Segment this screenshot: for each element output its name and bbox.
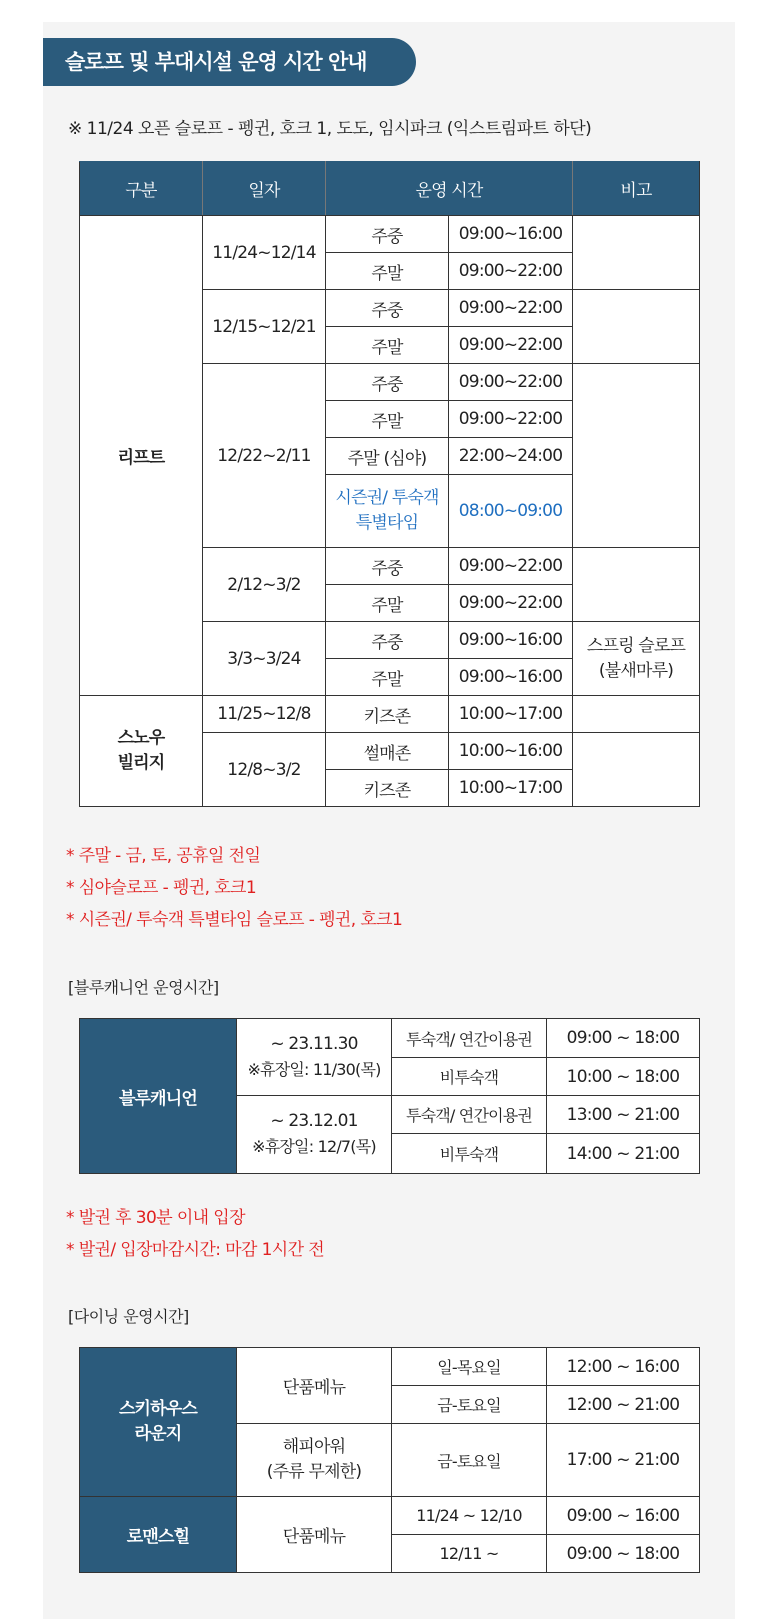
note-line: * 시즌권/ 투숙객 특별타임 슬로프 - 펭귄, 호크1 <box>66 910 403 930</box>
date-cell: 2/12~3/2 <box>203 548 326 622</box>
slope-notes <box>66 840 402 936</box>
blue-canyon-section-title: [블루캐니언 운영시간] <box>68 978 219 997</box>
remark-cell <box>573 290 700 364</box>
special-type-line2: 특별타임 <box>355 513 419 533</box>
day-type-cell: 주말 <box>326 659 449 696</box>
remark-cell <box>573 696 700 733</box>
page-title: 슬로프 및 부대시설 운영 시간 안내 <box>43 38 416 86</box>
date-cell: 12/15~12/21 <box>203 290 326 364</box>
happy-line1: 해피아워 <box>282 1437 346 1457</box>
happy-line2: (주류 무제한) <box>266 1462 362 1482</box>
day-type-cell: 주중 <box>326 622 449 659</box>
remark-line1: 스프링 슬로프 <box>586 635 686 656</box>
period-text: ~ 23.11.30 <box>270 1033 358 1054</box>
time-cell: 14:00 ~ 21:00 <box>547 1134 700 1174</box>
col-header-hours: 운영 시간 <box>326 162 573 216</box>
day-cell: 일-목요일 <box>392 1348 547 1386</box>
time-cell: 09:00~22:00 <box>449 290 573 327</box>
snow-label-line2: 빌리지 <box>117 753 165 773</box>
day-type-cell: 주말 <box>326 585 449 622</box>
note-line: * 주말 - 금, 토, 공휴일 전일 <box>66 846 261 866</box>
time-cell: 10:00~17:00 <box>449 696 573 733</box>
time-cell: 09:00 ~ 16:00 <box>547 1497 700 1535</box>
note-line: * 발권/ 입장마감시간: 마감 1시간 전 <box>66 1240 325 1260</box>
guest-type-cell: 투숙객/ 연간이용권 <box>392 1019 547 1058</box>
day-cell: 11/24 ~ 12/10 <box>392 1497 547 1535</box>
day-cell: 12/11 ~ <box>392 1535 547 1573</box>
note-line: * 심야슬로프 - 펭귄, 호크1 <box>66 878 257 898</box>
col-header-remarks: 비고 <box>573 162 700 216</box>
time-cell: 12:00 ~ 16:00 <box>547 1348 700 1386</box>
period-cell <box>237 1096 392 1174</box>
snow-village-label <box>80 696 203 807</box>
ski-label-line1: 스키하우스 <box>118 1399 198 1419</box>
day-type-cell: 주말 <box>326 401 449 438</box>
zone-cell: 키즈존 <box>326 770 449 807</box>
time-cell: 09:00~16:00 <box>449 622 573 659</box>
period-cell <box>237 1019 392 1096</box>
day-type-cell: 주중 <box>326 290 449 327</box>
zone-cell: 키즈존 <box>326 696 449 733</box>
col-header-category: 구분 <box>80 162 203 216</box>
time-cell: 09:00~16:00 <box>449 216 573 253</box>
snow-label-line1: 스노우 <box>117 728 165 748</box>
dining-table <box>79 1347 700 1573</box>
remark-line2: (불새마루) <box>598 660 674 681</box>
remark-cell <box>573 733 700 807</box>
time-cell: 17:00 ~ 21:00 <box>547 1424 700 1497</box>
date-cell: 11/25~12/8 <box>203 696 326 733</box>
time-cell: 09:00~22:00 <box>449 401 573 438</box>
zone-cell: 썰매존 <box>326 733 449 770</box>
time-cell: 09:00~22:00 <box>449 364 573 401</box>
day-type-cell: 주말 <box>326 253 449 290</box>
ski-label-line2: 라운지 <box>134 1424 182 1444</box>
time-cell: 12:00 ~ 21:00 <box>547 1386 700 1424</box>
date-cell: 11/24~12/14 <box>203 216 326 290</box>
day-type-cell: 주말 <box>326 327 449 364</box>
lift-label: 리프트 <box>80 216 203 696</box>
date-cell: 12/8~3/2 <box>203 733 326 807</box>
time-cell: 10:00~17:00 <box>449 770 573 807</box>
time-cell: 09:00 ~ 18:00 <box>547 1535 700 1573</box>
guest-type-cell: 비투숙객 <box>392 1058 547 1096</box>
slope-schedule-table <box>79 161 700 807</box>
special-type-line1: 시즌권/ 투숙객 <box>335 488 439 508</box>
time-cell: 09:00~16:00 <box>449 659 573 696</box>
remark-cell <box>573 548 700 622</box>
blue-canyon-notes <box>66 1202 324 1266</box>
blue-canyon-table <box>79 1018 700 1174</box>
day-type-cell: 주중 <box>326 216 449 253</box>
time-cell: 22:00~24:00 <box>449 438 573 475</box>
dining-section-title: [다이닝 운영시간] <box>68 1307 189 1326</box>
time-cell: 10:00 ~ 18:00 <box>547 1058 700 1096</box>
time-cell: 10:00~16:00 <box>449 733 573 770</box>
holiday-text: ※휴장일: 12/7(목) <box>252 1137 376 1156</box>
day-cell: 금-토요일 <box>392 1424 547 1497</box>
time-cell: 09:00~22:00 <box>449 585 573 622</box>
day-type-cell: 주말 (심야) <box>326 438 449 475</box>
remark-cell <box>573 364 700 548</box>
col-header-date: 일자 <box>203 162 326 216</box>
time-cell: 09:00~22:00 <box>449 548 573 585</box>
day-type-cell: 주중 <box>326 548 449 585</box>
time-cell: 09:00~22:00 <box>449 253 573 290</box>
time-cell: 09:00 ~ 18:00 <box>547 1019 700 1058</box>
remark-cell <box>573 216 700 290</box>
date-cell: 12/22~2/11 <box>203 364 326 548</box>
time-cell: 09:00~22:00 <box>449 327 573 364</box>
menu-cell: 단품메뉴 <box>237 1497 392 1573</box>
menu-cell: 단품메뉴 <box>237 1348 392 1424</box>
special-time-cell: 08:00~09:00 <box>449 475 573 548</box>
spring-slope-remark <box>573 622 700 696</box>
special-time-type <box>326 475 449 548</box>
time-cell: 13:00 ~ 21:00 <box>547 1096 700 1134</box>
guest-type-cell: 비투숙객 <box>392 1134 547 1174</box>
blue-canyon-label: 블루캐니언 <box>80 1019 237 1174</box>
ski-house-lounge-label <box>80 1348 237 1497</box>
guest-type-cell: 투숙객/ 연간이용권 <box>392 1096 547 1134</box>
day-type-cell: 주중 <box>326 364 449 401</box>
romance-hill-label: 로맨스힐 <box>80 1497 237 1573</box>
open-slope-note: ※ 11/24 오픈 슬로프 - 펭귄, 호크 1, 도도, 임시파크 (익스트림파트 하단) <box>68 119 592 139</box>
day-cell: 금-토요일 <box>392 1386 547 1424</box>
date-cell: 3/3~3/24 <box>203 622 326 696</box>
holiday-text: ※휴장일: 11/30(목) <box>247 1059 381 1079</box>
period-text: ~ 23.12.01 <box>270 1111 358 1131</box>
happy-hour-cell <box>237 1424 392 1497</box>
note-line: * 발권 후 30분 이내 입장 <box>66 1208 245 1228</box>
